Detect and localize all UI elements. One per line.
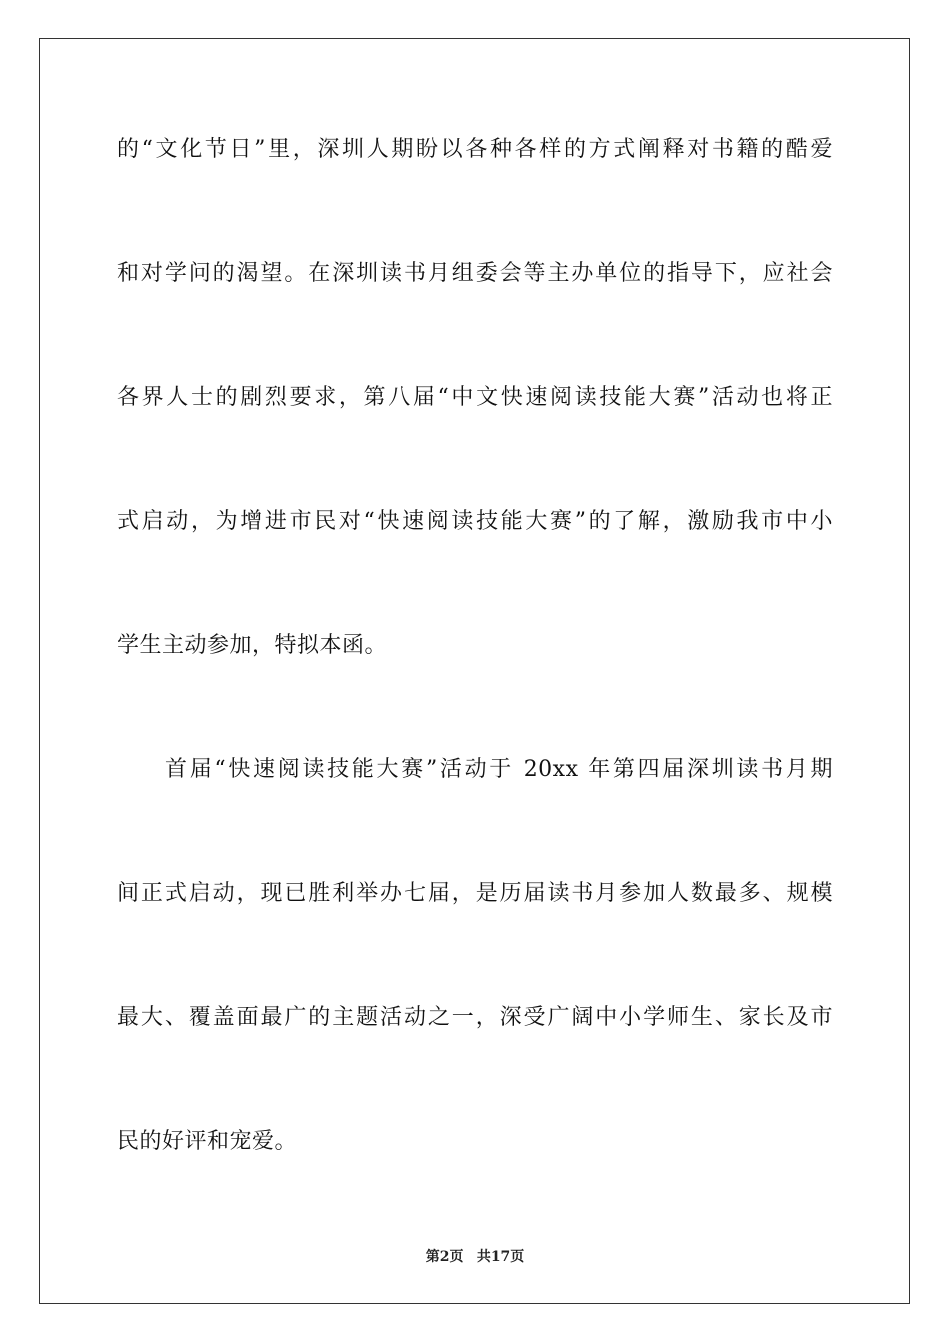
text-line-3: 各界人士的剧烈要求，第八届“中文快速阅读技能大赛”活动也将正 [117,385,833,410]
footer-page-number: 2 [439,1249,450,1265]
footer-total-suffix: 页 [510,1249,525,1265]
page-footer [0,1246,950,1266]
footer-total-prefix: 共 [476,1249,491,1265]
text-line-7: 间正式启动，现已胜利举办七届，是历届读书月参加人数最多、规模 [117,881,833,906]
text-line-5: 学生主动参加，特拟本函。 [117,633,388,658]
page-border [39,38,910,1304]
footer-total-pages: 17 [490,1249,511,1265]
text-line-8: 最大、覆盖面最广的主题活动之一，深受广阔中小学师生、家长及市 [117,1005,833,1030]
text-line-1: 的“文化节日”里，深圳人期盼以各种各样的方式阐释对书籍的酷爱 [117,137,833,162]
text-line-9: 民的好评和宠爱。 [117,1129,298,1154]
text-line-4: 式启动，为增进市民对“快速阅读技能大赛”的了解，激励我市中小 [117,509,833,534]
footer-page-suffix: 页 [449,1249,464,1265]
footer-page-prefix: 第 [425,1249,440,1265]
text-line-6: 首届“快速阅读技能大赛”活动于 20xx 年第四届深圳读书月期 [165,757,833,782]
text-line-2: 和对学问的渴望。在深圳读书月组委会等主办单位的指导下，应社会 [117,261,833,286]
